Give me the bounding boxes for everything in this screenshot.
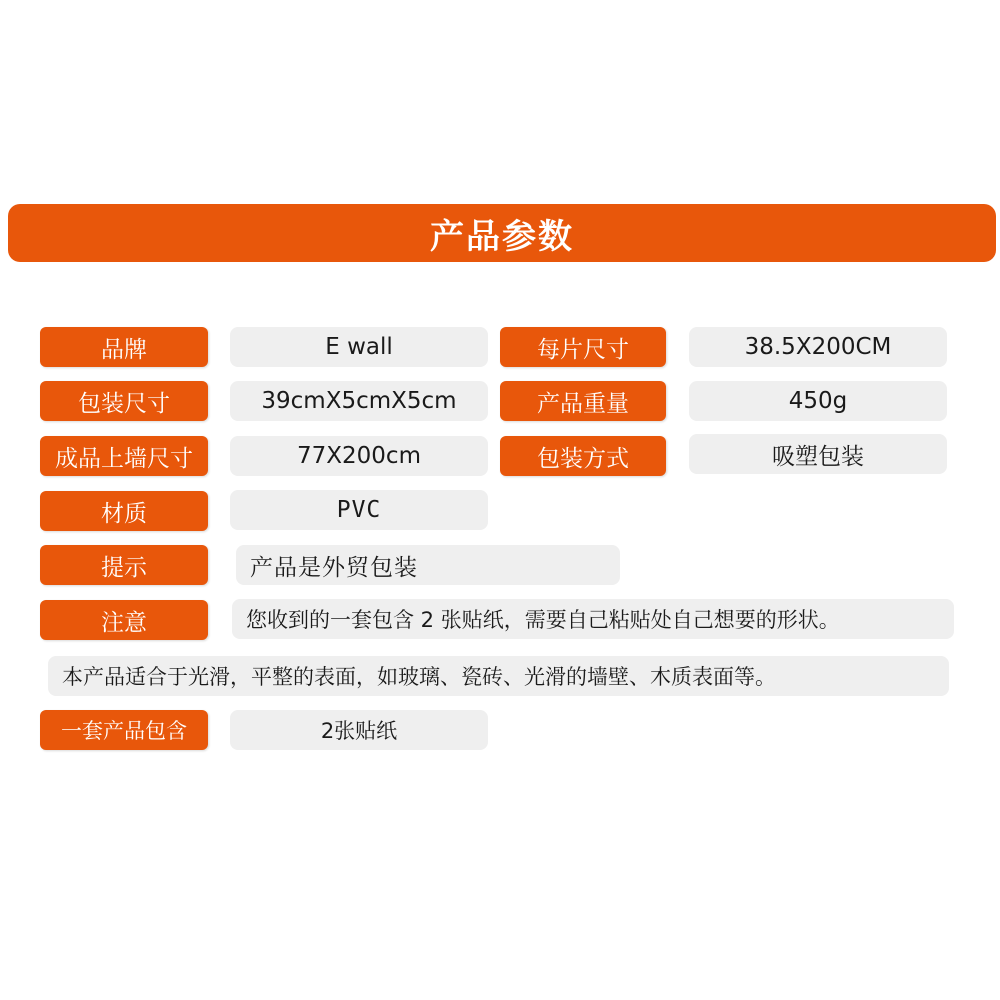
section-title-banner: [8, 204, 996, 262]
weight-value: 450g: [689, 381, 947, 421]
surface-note: 本产品适合于光滑，平整的表面，如玻璃、瓷砖、光滑的墙壁、木质表面等。: [48, 656, 949, 696]
brand-label: 品牌: [40, 327, 208, 367]
packing-label: 包装方式: [500, 436, 666, 476]
weight-label: 产品重量: [500, 381, 666, 421]
note-label: 注意: [40, 600, 208, 640]
package-size-value: 39cmX5cmX5cm: [230, 381, 488, 421]
tip-label: 提示: [40, 545, 208, 585]
set-contents-label: 一套产品包含: [40, 710, 208, 750]
set-contents-value: 2张贴纸: [230, 710, 488, 750]
brand-value: E wall: [230, 327, 488, 367]
wall-size-label: 成品上墙尺寸: [40, 436, 208, 476]
material-value: PVC: [230, 490, 488, 530]
wall-size-value: 77X200cm: [230, 436, 488, 476]
note-value: 您收到的一套包含 2 张贴纸，需要自己粘贴处自己想要的形状。: [232, 599, 954, 639]
tip-value: 产品是外贸包装: [236, 545, 620, 585]
package-size-label: 包装尺寸: [40, 381, 208, 421]
section-title: 产品参数: [430, 216, 574, 257]
piece-size-label: 每片尺寸: [500, 327, 666, 367]
material-label: 材质: [40, 491, 208, 531]
piece-size-value: 38.5X200CM: [689, 327, 947, 367]
packing-value: 吸塑包装: [689, 434, 947, 474]
